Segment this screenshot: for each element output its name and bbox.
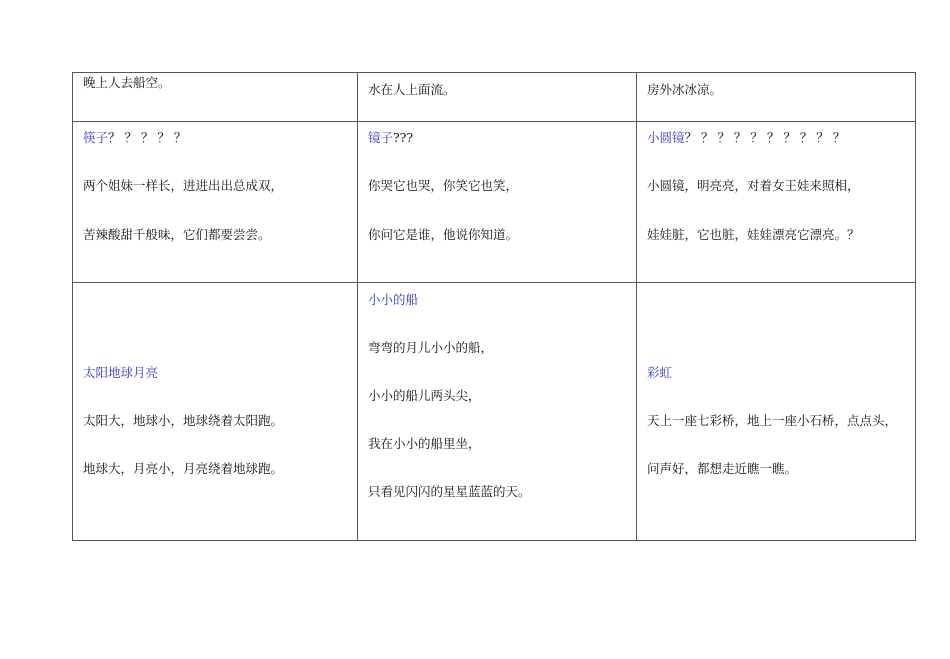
cell-text: 房外冰冰凉。	[647, 82, 723, 97]
table-cell	[73, 73, 358, 122]
table-row	[73, 122, 916, 283]
poem-line: 小圆镜，明亮亮，对着女王娃来照相，	[647, 178, 860, 193]
poem-line: 我在小小的船里坐，	[368, 436, 481, 451]
poem-line: 你哭它也哭，你笑它也笑，	[368, 178, 519, 193]
cell-text: 晚上人去船空。	[83, 75, 171, 90]
poem-line: 你问它是谁，他说你知道。	[368, 227, 519, 242]
table-cell	[73, 122, 358, 283]
table-cell	[73, 283, 358, 541]
cell-text: 水在人上面流。	[368, 82, 456, 97]
table-row	[73, 283, 916, 541]
poem-line: 弯弯的月儿小小的船，	[368, 340, 494, 355]
riddle-title: 筷子	[83, 130, 109, 145]
poem-line: 只看见闪闪的星星蓝蓝的天。	[368, 484, 531, 499]
table-cell	[637, 73, 916, 122]
riddle-title-suffix: ？ ？ ？ ？ ？	[108, 130, 187, 145]
riddle-heading	[83, 130, 357, 146]
riddle-poem-table	[72, 72, 916, 541]
table-cell	[358, 73, 637, 122]
table-row	[73, 73, 916, 122]
poem-line: 问声好，都想走近瞧一瞧。	[647, 461, 798, 476]
poem-line: 小小的船儿两头尖，	[368, 388, 481, 403]
riddle-heading	[368, 130, 636, 146]
poem-title: 彩虹	[647, 365, 673, 380]
poem-title: 小小的船	[368, 292, 419, 307]
riddle-heading	[647, 130, 915, 146]
riddle-title-suffix: ？ ？ ？ ？ ？ ？ ？ ？ ？ ？	[684, 130, 846, 145]
riddle-title: 小圆镜	[647, 130, 685, 145]
riddle-title-suffix: ???	[393, 130, 414, 145]
poem-line: 天上一座七彩桥，地上一座小石桥，点点头，	[647, 413, 898, 428]
poem-title: 太阳地球月亮	[83, 365, 159, 380]
table-cell	[637, 283, 916, 541]
poem-line: 娃娃脏，它也脏，娃娃漂亮它漂亮。？	[647, 227, 860, 242]
poem-line: 地球大，月亮小，月亮绕着地球跑。	[83, 461, 284, 476]
table-cell	[358, 283, 637, 541]
poem-line: 苦辣酸甜千般味，它们都要尝尝。	[83, 227, 271, 242]
table-cell	[637, 122, 916, 283]
poem-line: 两个姐妹一样长，进进出出总成双，	[83, 178, 284, 193]
table-cell	[358, 122, 637, 283]
poem-line: 太阳大，地球小，地球绕着太阳跑。	[83, 413, 284, 428]
riddle-title: 镜子	[368, 130, 394, 145]
